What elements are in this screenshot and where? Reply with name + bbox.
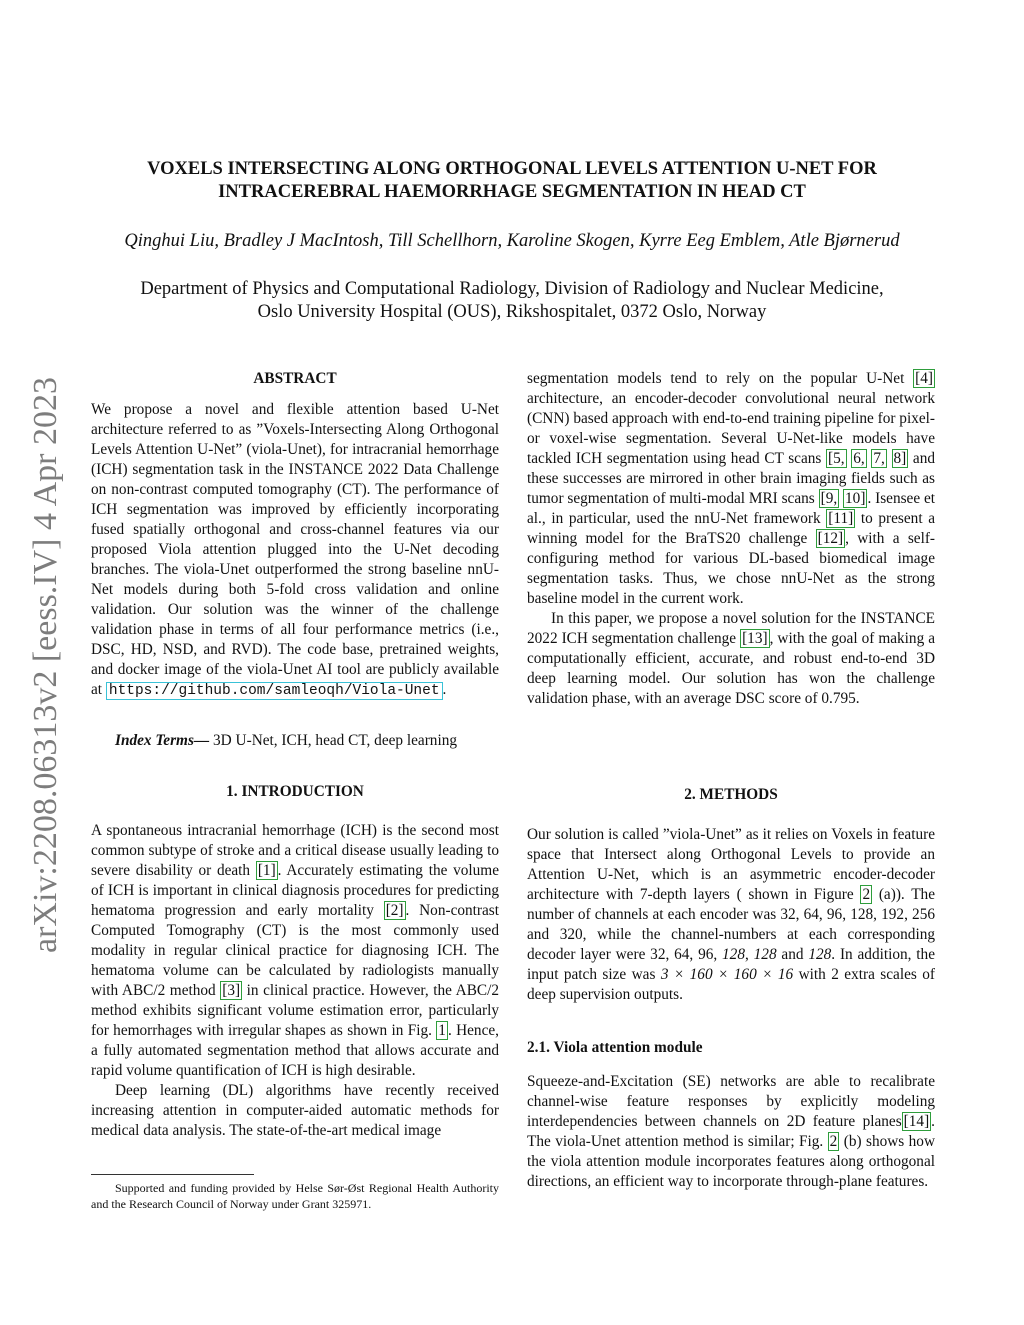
index-terms [91,731,499,751]
citation-link[interactable]: 6, [853,450,865,467]
text-span: . Non-contrast Computed Tomography (CT) is the most commonly used modality in regular clinical practice for diagnosing ICH. The hematoma volume can be calculated by radiologists manually with ABC/2 method [91,902,499,999]
affiliation-line-2: Oslo University Hospital (OUS), Rikshospitalet, 0372 Oslo, Norway [257,302,767,322]
text-span: . The viola-Unet attention method is similar; Fig. [527,1113,935,1150]
citation-link[interactable]: [4] [915,370,933,387]
abstract-body [91,400,499,701]
intro-body-right [527,369,935,709]
italic-span: 128 [753,946,777,963]
subsection-heading: 2.1. Viola attention module [527,1039,703,1056]
figure-link[interactable]: 2 [829,1133,838,1150]
methods-paragraph-1 [527,825,935,1005]
intro-paragraph-1 [91,821,499,1081]
intro-paragraph-2: Deep learning (DL) algorithms have recently received increasing attention in computer-aided automatic methods for medical data analysis. The state-of-the-art medical image [91,1082,499,1139]
figure-link[interactable]: 2 [862,886,871,903]
text-span: (a)). The number of channels at each encoder was 32, 64, 96, 128, 192, 256 and 320, while the channel-numbers at each corresponding decoder layer were 32, 64, 96, [527,886,935,963]
citation-link[interactable]: [12] [817,530,844,547]
citation-link[interactable]: [2] [385,902,404,919]
intro-heading: 1. INTRODUCTION [226,783,364,800]
math-expression: 3 × 160 × 160 × 16 [660,966,794,983]
footnote: Supported and funding provided by Helse Sør-Øst Regional Health Authority and the Research Council of Norway under Grant 325971. [91,1181,499,1211]
text-span: architecture, an encoder-decoder convolutional neural network (CNN) based approach with end-to-end training pipeline for pixel- or voxel-wise segmentation. Several U-Net-like models have tackled ICH segmentation using head CT scans [527,390,935,467]
text-span: and these successes are mirrored in other brain imaging fields such as tumor segmentation of multi-modal MRI scans [527,450,936,507]
affiliation-line-1: Department of Physics and Computational Radiology, Division of Radiology and Nuclear Medicine, [140,279,884,299]
text-span: and [776,946,809,963]
citation-link[interactable]: [9, [820,490,838,507]
index-terms-paragraph [91,731,499,751]
affiliation [90,278,934,324]
methods-heading: 2. METHODS [684,786,778,803]
intro-body-left [91,821,499,1141]
text-span: . Isensee et al., in particular, used the nnU-Net framework [527,490,936,527]
index-terms-label: Index Terms— [115,732,210,749]
citation-link[interactable]: [5, [828,450,845,467]
viola-body [527,1072,935,1192]
author-list: Qinghui Liu, Bradley J MacIntosh, Till Schellhorn, Karoline Skogen, Kyrre Eeg Emblem, Atle Bjørnerud [124,231,900,251]
intro-paragraph-4 [527,609,935,709]
text-span: Squeeze-and-Excitation (SE) networks are able to recalibrate channel-wise feature responses by explicitly modeling interdependencies between channels on 2D feature planes [527,1073,935,1130]
github-link[interactable]: https://github.com/samleoqh/Viola-Unet [106,682,443,700]
text-span: . Hence, a fully automated segmentation method that allows accurate and rapid volume quantification of ICH is high desirable. [91,1022,499,1079]
paper-title: VOXELS INTERSECTING ALONG ORTHOGONAL LEVELS ATTENTION U-NET FOR INTRACEREBRAL HAEMORRHAGE SEGMENTATION IN HEAD CT [147,159,877,202]
citation-link[interactable]: 10] [845,490,866,507]
index-terms-text: 3D U-Net, ICH, head CT, deep learning [209,732,457,749]
figure-link[interactable]: 1 [438,1022,446,1039]
text-span: , with a self-configuring method for various DL-based biomedical image segmentation tasks. Thus, we chose nnU-Net as the strong baseline model in the current work. [527,530,936,607]
arxiv-stamp [24,360,68,970]
citation-link[interactable]: 8] [893,450,907,467]
citation-link[interactable]: [11] [828,510,854,527]
text-span: , [744,946,754,963]
citation-link[interactable]: [1] [257,862,276,879]
intro-paragraph-3 [527,369,935,609]
abstract-heading: ABSTRACT [253,370,337,387]
abstract-paragraph [91,400,499,701]
methods-paragraph-2 [527,1072,935,1192]
italic-span: 128 [808,946,832,963]
footnote-rule [91,1174,254,1175]
italic-span: 128 [722,946,745,963]
abstract-text: We propose a novel and flexible attention based U-Net architecture referred to as ”Voxels-Intersecting Along Orthogonal Levels Attention U-Net” (viola-Unet), for intracranial hemorrhage (ICH) segmentation task in the INSTANCE 2022 Data Challenge on non-contrast computed tomography (CT). The performance of ICH segmentation was improved by efficiently incorporating fused spatially orthogonal and cross-channel features via our proposed Viola attention plugged into the U-Net decoding branches. The viola-Unet outperformed the strong baseline nnU-Net models during both 5-fold cross validation and online validation. Our solution was the winner of the challenge validation phase in terms of all four performance metrics (i.e., DSC, HD, NSD, and RVD). The code base, pretrained weights, and docker image of the viola-Unet AI tool are publicly available at [91,401,499,698]
citation-link[interactable]: [14] [903,1113,930,1130]
text-span: In this paper, we propose a novel solution for the INSTANCE 2022 ICH segmentation challenge [527,610,935,647]
text-span: with 2 extra scales of deep supervision outputs. [527,966,935,1003]
text-span: to present a winning model for the BraTS20 challenge [527,510,935,547]
text-span: in clinical practice. However, the ABC/2 method exhibits significant volume estimation error, particularly for hemorrhages with irregular shapes as shown in Fig. [91,982,500,1039]
text-span: A spontaneous intracranial hemorrhage (ICH) is the second most common subtype of stroke and a critical disease usually leading to severe disability or death [91,822,499,879]
arxiv-id: arXiv:2208.06313v2 [eess.IV] 4 Apr 2023 [27,376,64,954]
text-span: Our solution is called ”viola-Unet” as it relies on Voxels in feature space that Intersect along Orthogonal Levels to provide an Attention U-Net, which is an asymmetric encoder-decoder architecture with 7-depth layers ( shown in Figure [527,826,935,903]
methods-body [527,825,935,1005]
text-span: . Accurately estimating the volume of ICH is important in clinical diagnosis procedures for predicting hematoma progression and early mortality [91,862,499,919]
text-span: , with the goal of making a computationally efficient, accurate, and robust end-to-end 3D deep learning model. Our solution has won the challenge validation phase, with an average DSC score of 0.795. [527,630,935,707]
citation-link[interactable]: [3] [222,982,241,999]
text-span: segmentation models tend to rely on the popular U-Net [527,370,914,387]
citation-link[interactable]: [13] [742,630,768,647]
citation-link[interactable]: 7, [873,450,885,467]
text-span: (b) shows how the viola attention module incorporates features along orthogonal directions, an efficient way to incorporate through-plane features. [527,1133,935,1190]
text-span: . In addition, the input patch size was [527,946,935,983]
abstract-end: . [442,681,447,698]
